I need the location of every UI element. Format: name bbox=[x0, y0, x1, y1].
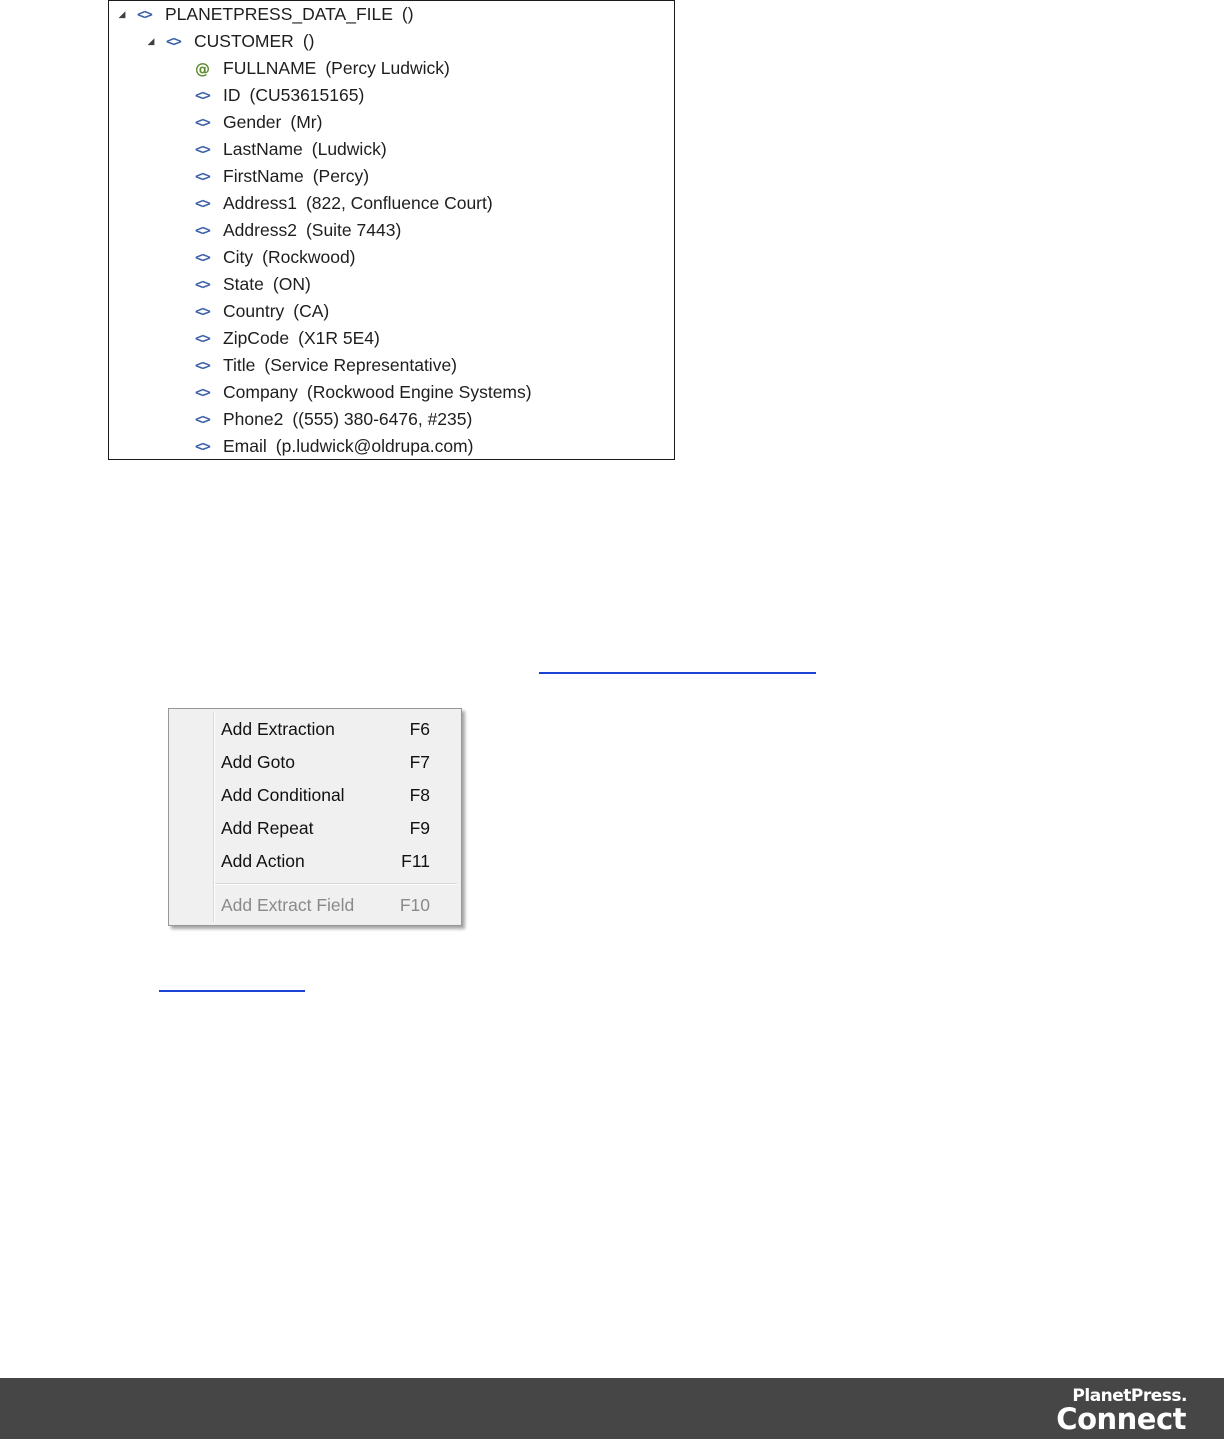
element-icon: <> bbox=[195, 276, 210, 293]
node-value: ((555) 380-6476, #235) bbox=[292, 409, 473, 429]
tree-node-customer[interactable] bbox=[146, 28, 314, 55]
element-icon: <> bbox=[195, 222, 210, 239]
tree-node-field[interactable] bbox=[195, 433, 473, 460]
hyperlink-underline[interactable] bbox=[159, 990, 305, 992]
node-name: FULLNAME bbox=[223, 58, 317, 78]
element-icon: <> bbox=[137, 6, 152, 23]
node-name: Phone2 bbox=[223, 409, 284, 429]
tree-node-root[interactable] bbox=[117, 1, 414, 28]
element-icon: <> bbox=[195, 141, 210, 158]
element-icon: <> bbox=[195, 330, 210, 347]
element-icon: <> bbox=[195, 195, 210, 212]
element-icon: <> bbox=[195, 114, 210, 131]
menu-item-add-conditional[interactable]: Add Conditional F8 bbox=[221, 785, 430, 805]
attribute-icon: @ bbox=[195, 59, 210, 78]
menu-item-add-extract-field: Add Extract Field F10 bbox=[221, 895, 430, 915]
node-value: (CA) bbox=[293, 301, 330, 321]
node-value: (Mr) bbox=[290, 112, 323, 132]
tree-node-field[interactable] bbox=[195, 82, 364, 109]
context-menu bbox=[168, 708, 462, 926]
element-icon: <> bbox=[166, 33, 181, 50]
node-name: Gender bbox=[223, 112, 282, 132]
menu-item-add-goto[interactable]: Add Goto F7 bbox=[221, 752, 430, 772]
tree-node-field[interactable] bbox=[195, 109, 322, 136]
node-value: () bbox=[302, 31, 315, 51]
node-value: (Rockwood) bbox=[262, 247, 356, 267]
node-name: Title bbox=[223, 355, 256, 375]
element-icon: <> bbox=[195, 384, 210, 401]
node-value: (Suite 7443) bbox=[305, 220, 402, 240]
brand-logo-top: PlanetPress. bbox=[1072, 1386, 1187, 1406]
element-icon: <> bbox=[195, 438, 210, 455]
tree-node-field[interactable] bbox=[195, 217, 401, 244]
node-value: (822, Confluence Court) bbox=[305, 193, 493, 213]
node-value: (Service Representative) bbox=[264, 355, 457, 375]
node-value: () bbox=[401, 4, 414, 24]
node-name: Email bbox=[223, 436, 267, 456]
node-value: (Percy) bbox=[312, 166, 370, 186]
node-name: Country bbox=[223, 301, 285, 321]
element-icon: <> bbox=[195, 357, 210, 374]
node-name: City bbox=[223, 247, 254, 267]
page-footer bbox=[0, 1378, 1224, 1439]
node-value: (p.ludwick@oldrupa.com) bbox=[275, 436, 474, 456]
brand-logo-bottom: Connect bbox=[1056, 1402, 1186, 1436]
element-icon: <> bbox=[195, 411, 210, 428]
tree-node-field[interactable] bbox=[195, 352, 457, 379]
node-name: ID bbox=[223, 85, 241, 105]
tree-node-field[interactable] bbox=[195, 379, 532, 406]
tree-node-field[interactable] bbox=[195, 271, 311, 298]
node-name: Company bbox=[223, 382, 298, 402]
node-name: Address1 bbox=[223, 193, 297, 213]
menu-item-add-extraction[interactable]: Add Extraction F6 bbox=[221, 719, 430, 739]
node-name: FirstName bbox=[223, 166, 304, 186]
tree-node-field[interactable] bbox=[195, 136, 387, 163]
node-value: (X1R 5E4) bbox=[298, 328, 380, 348]
node-name: Address2 bbox=[223, 220, 297, 240]
node-name: ZipCode bbox=[223, 328, 290, 348]
expand-arrow-icon[interactable]: ◢ bbox=[118, 9, 126, 19]
element-icon: <> bbox=[195, 249, 210, 266]
tree-node-field[interactable] bbox=[195, 190, 493, 217]
node-name: LastName bbox=[223, 139, 303, 159]
tree-node-field[interactable] bbox=[195, 244, 356, 271]
hyperlink-underline[interactable] bbox=[539, 672, 816, 674]
tree-node-field[interactable] bbox=[195, 55, 450, 82]
node-name: PLANETPRESS_DATA_FILE bbox=[165, 4, 393, 24]
menu-separator bbox=[215, 883, 457, 885]
element-icon: <> bbox=[195, 303, 210, 320]
node-name: CUSTOMER bbox=[194, 31, 294, 51]
tree-node-field[interactable] bbox=[195, 163, 369, 190]
node-value: (Rockwood Engine Systems) bbox=[306, 382, 532, 402]
node-value: (ON) bbox=[272, 274, 311, 294]
element-icon: <> bbox=[195, 168, 210, 185]
node-name: State bbox=[223, 274, 264, 294]
tree-node-field[interactable] bbox=[195, 325, 380, 352]
tree-node-field[interactable] bbox=[195, 406, 472, 433]
node-value: (CU53615165) bbox=[249, 85, 365, 105]
node-value: (Percy Ludwick) bbox=[325, 58, 450, 78]
data-model-tree bbox=[108, 0, 675, 460]
tree-node-field[interactable] bbox=[195, 298, 329, 325]
element-icon: <> bbox=[195, 87, 210, 104]
node-value: (Ludwick) bbox=[311, 139, 387, 159]
menu-item-add-repeat[interactable]: Add Repeat F9 bbox=[221, 818, 430, 838]
expand-arrow-icon[interactable]: ◢ bbox=[147, 36, 155, 46]
menu-item-add-action[interactable]: Add Action F11 bbox=[221, 851, 430, 871]
